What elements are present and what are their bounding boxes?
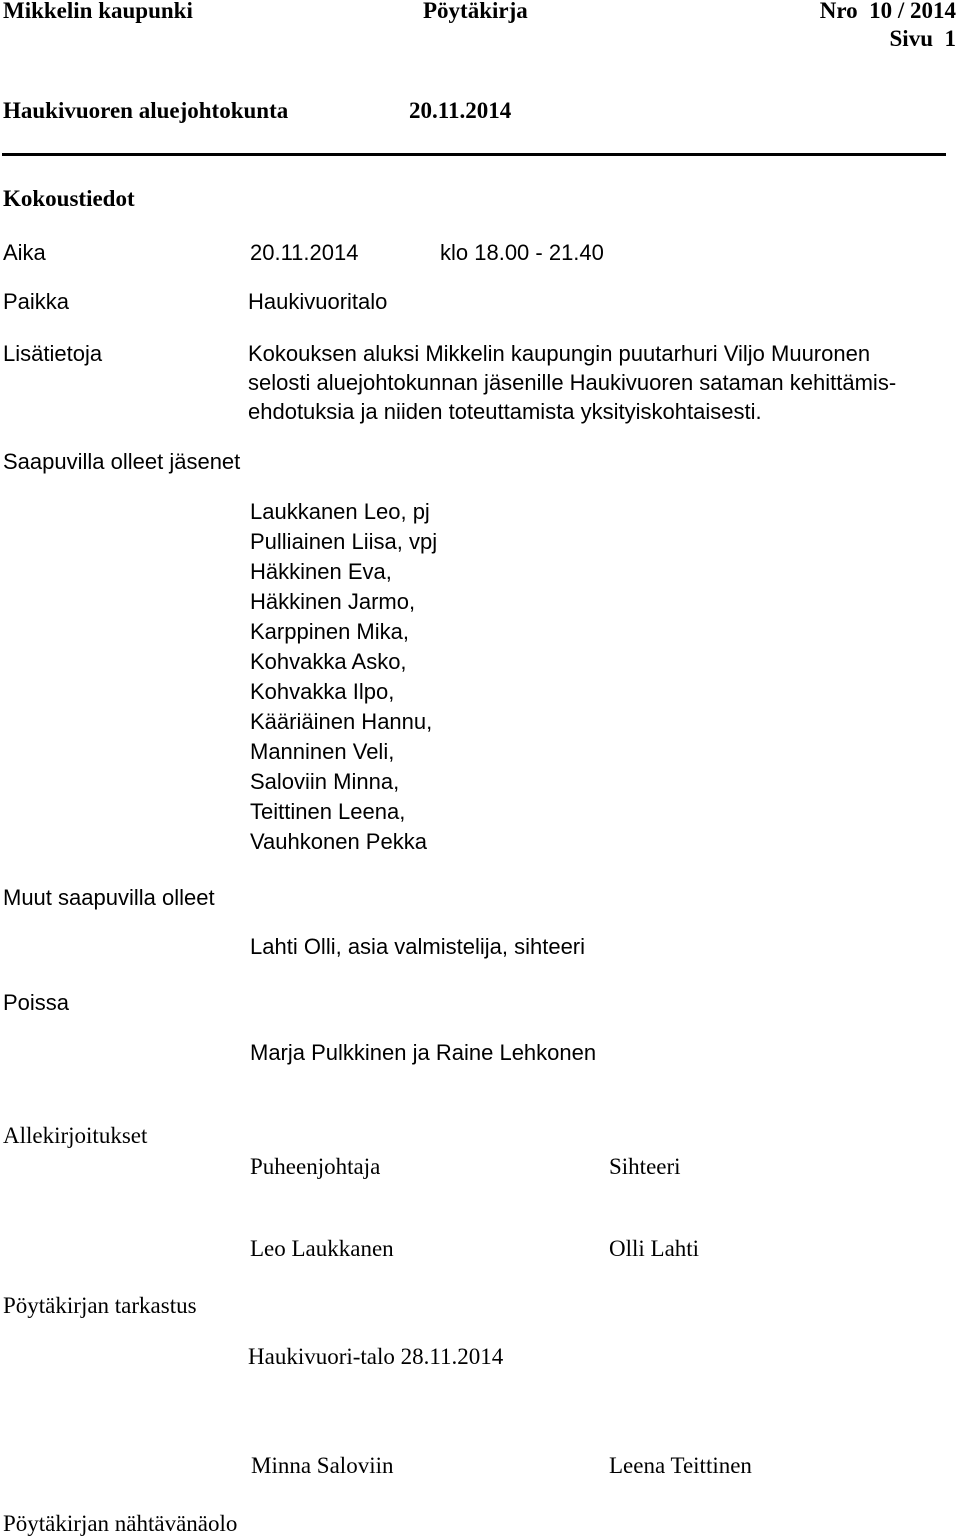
member-name: Karppinen Mika, bbox=[250, 619, 409, 644]
member-name: Vauhkonen Pekka bbox=[250, 829, 427, 854]
info-line: selosti aluejohtokunnan jäsenille Haukivuoren sataman kehittämis- bbox=[248, 370, 897, 395]
member-name: Kääriäinen Hannu, bbox=[250, 709, 433, 734]
section-title: Kokoustiedot bbox=[3, 186, 135, 211]
meeting-date: 20.11.2014 bbox=[409, 98, 512, 123]
others-value: Lahti Olli, asia valmistelija, sihteeri bbox=[250, 934, 586, 959]
info-text bbox=[248, 339, 896, 426]
info-line: Kokouksen aluksi Mikkelin kaupungin puutarhuri Viljo Muuronen bbox=[248, 341, 871, 366]
member-name: Saloviin Minna, bbox=[250, 769, 400, 794]
chair-title: Puheenjohtaja bbox=[250, 1154, 381, 1179]
info-label: Lisätietoja bbox=[3, 341, 103, 366]
review-label: Pöytäkirjan tarkastus bbox=[3, 1293, 197, 1318]
member-name: Manninen Veli, bbox=[250, 739, 395, 764]
header-divider bbox=[2, 153, 946, 156]
member-name: Häkkinen Eva, bbox=[250, 559, 392, 584]
secretary-title: Sihteeri bbox=[609, 1154, 681, 1179]
member-name: Kohvakka Asko, bbox=[250, 649, 407, 674]
member-name: Laukkanen Leo, pj bbox=[250, 499, 430, 524]
place-value: Haukivuoritalo bbox=[248, 289, 388, 314]
signatures-label: Allekirjoitukset bbox=[3, 1123, 148, 1148]
time-hours: klo 18.00 - 21.40 bbox=[440, 240, 604, 265]
display-label: Pöytäkirjan nähtävänäolo bbox=[3, 1511, 238, 1536]
member-name: Kohvakka Ilpo, bbox=[250, 679, 395, 704]
reviewer-1-name: Minna Saloviin bbox=[251, 1453, 394, 1478]
chair-name: Leo Laukkanen bbox=[250, 1236, 394, 1261]
organization-name: Mikkelin kaupunki bbox=[3, 0, 193, 23]
members-list bbox=[250, 497, 437, 857]
document-number: Nro 10 / 2014 bbox=[819, 0, 956, 23]
time-date: 20.11.2014 bbox=[250, 240, 359, 265]
review-place-date: Haukivuori-talo 28.11.2014 bbox=[248, 1344, 504, 1369]
reviewer-2-name: Leena Teittinen bbox=[609, 1453, 752, 1478]
place-label: Paikka bbox=[3, 289, 70, 314]
committee-name: Haukivuoren aluejohtokunta bbox=[3, 98, 289, 123]
absent-value: Marja Pulkkinen ja Raine Lehkonen bbox=[250, 1040, 597, 1065]
absent-label: Poissa bbox=[3, 990, 70, 1015]
info-line: ehdotuksia ja niiden toteuttamista yksityiskohtaisesti. bbox=[248, 399, 762, 424]
member-name: Pulliainen Liisa, vpj bbox=[250, 529, 438, 554]
member-name: Häkkinen Jarmo, bbox=[250, 589, 416, 614]
members-label: Saapuvilla olleet jäsenet bbox=[3, 449, 241, 474]
page-number: Sivu 1 bbox=[889, 26, 956, 51]
secretary-name: Olli Lahti bbox=[609, 1236, 700, 1261]
document-type: Pöytäkirja bbox=[423, 0, 528, 23]
member-name: Teittinen Leena, bbox=[250, 799, 406, 824]
time-label: Aika bbox=[3, 240, 46, 265]
others-label: Muut saapuvilla olleet bbox=[3, 885, 215, 910]
